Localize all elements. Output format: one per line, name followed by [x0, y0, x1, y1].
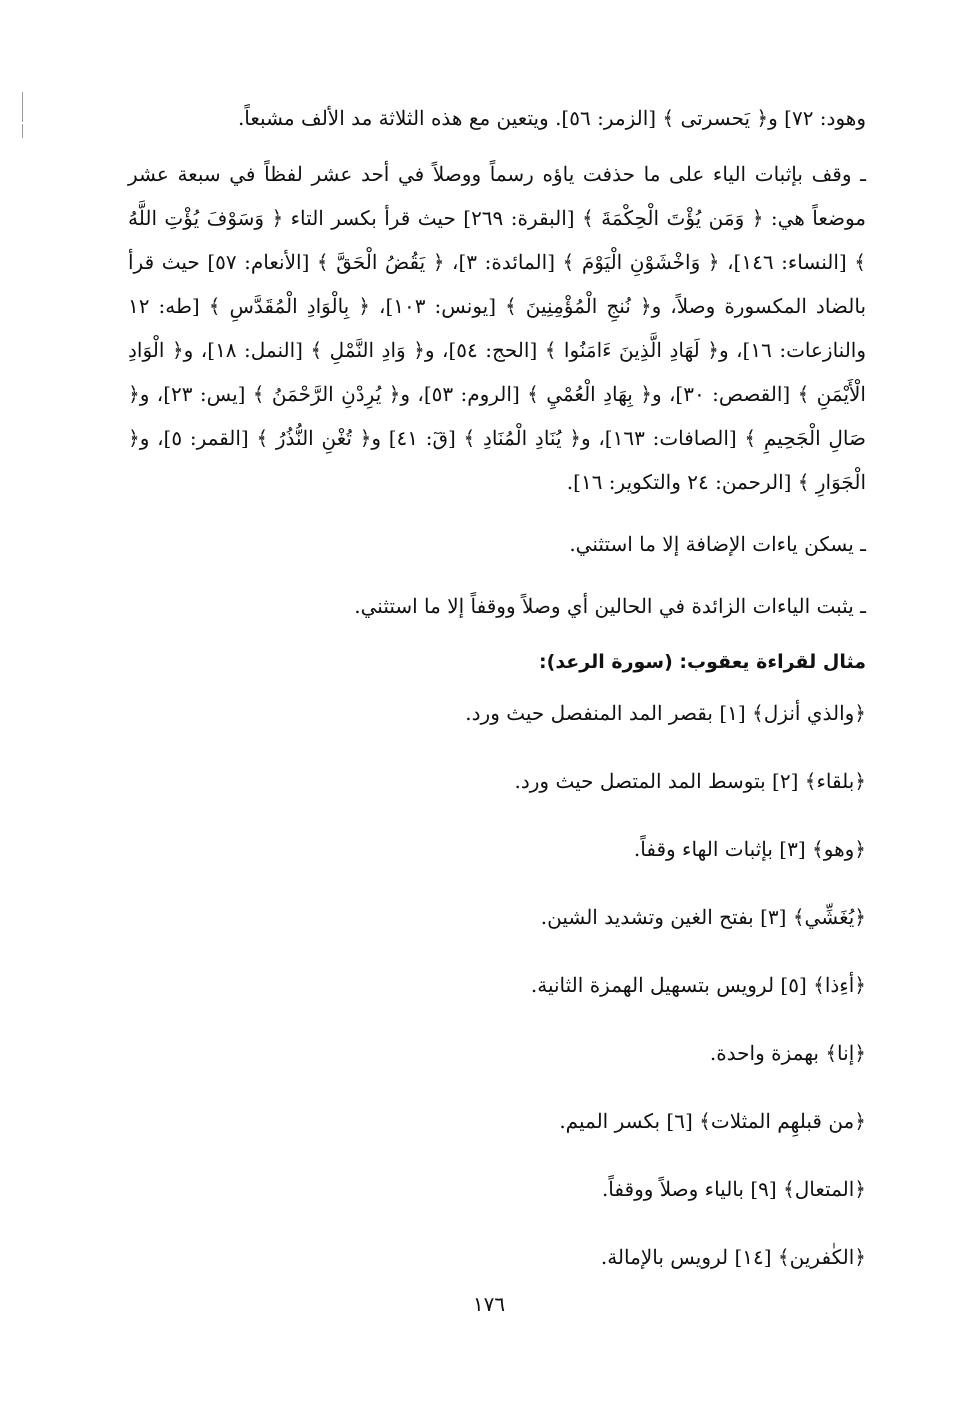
example-item: ﴿إنا﴾ بهمزة واحدة.	[709, 1041, 866, 1065]
page-number: ١٧٦	[472, 1292, 506, 1316]
spacer	[128, 566, 866, 584]
example-item: ﴿بلقاء﴾ [٢] بتوسط المد المتصل حيث ورد.	[514, 769, 866, 793]
example-heading: مثال لقراءة يعقوب: (سورة الرعد):	[539, 651, 866, 673]
spacer	[128, 140, 866, 152]
example-item: ﴿المتعال﴾ [٩] بالياء وصلاً ووقفاً.	[601, 1177, 866, 1201]
margin-rule-top	[22, 92, 23, 122]
page-content	[128, 96, 866, 1308]
example-list	[128, 696, 866, 1275]
spacer	[128, 684, 866, 696]
top-line: وهود: ٧٢] و﴿ يَحسرتى ﴾ [الزمر: ٥٦]. ويتعين مع هذه الثلاثة مد الألف مشبعاً.	[237, 106, 866, 130]
waqf-paragraph: ـ وقف بإثبات الياء على ما حذفت ياؤه رسماً ووصلاً في أحد عشر لفظاً في سبعة عشر موضعاً هي: ﴿ وَمَن يُؤْتَ الْحِكْمَةَ ﴾ [البقرة: ٢٦٩] حيث قرأ بكسر التاء ﴿ وَسَوْفَ يُؤْتِ اللَّهُ ﴾ [النساء: ١٤٦]، ﴿ وَاخْشَوْنِ الْيَوْمَ ﴾ [المائدة: ٣]، ﴿ يَقُضُ الْحَقَّ ﴾ [الأنعام: ٥٧] حيث قرأ بالضاد المكسورة وصلاً، و﴿ نُنجِ الْمُؤْمِنِينَ ﴾ [يونس: ١٠٣]، ﴿ بِالْوَادِ الْمُقَدَّسِ ﴾ [طه: ١٢ والنازعات: ١٦]، و﴿ لَهَادِ الَّذِينَ ءَامَنُوا ﴾ [الحج: ٥٤]، و﴿ وَادِ النَّمْلِ ﴾ [النمل: ١٨]، و﴿ الْوَادِ الْأَيْمَنِ ﴾ [القصص: ٣٠]، و﴿ بِهَادِ الْعُمْيِ ﴾ [الروم: ٥٣]، و﴿ يُرِدْنِ الرَّحْمَنُ ﴾ [يس: ٢٣]، و﴿ صَالِ الْجَحِيمِ ﴾ [الصافات: ١٦٣]، و﴿ يُنَادِ الْمُنَادِ ﴾ [قٓ: ٤١] و﴿ تُغْنِ النُّذُرُ ﴾ [القمر: ٥]، و﴿ الْجَوَارِ ﴾ [الرحمن: ٢٤ والتكوير: ١٦].	[128, 162, 867, 494]
spacer	[128, 504, 866, 522]
example-item: ﴿من قبلهِم المثلات﴾ [٦] بكسر الميم.	[559, 1109, 866, 1133]
example-item: ﴿أءِذا﴾ [٥] لرويس بتسهيل الهمزة الثانية.	[530, 973, 866, 997]
zaida-rule: ـ يثبت الياءات الزائدة في الحالين أي وصلاً ووقفاً إلا ما استثني.	[354, 594, 866, 618]
example-item: ﴿الكٰفرين﴾ [١٤] لرويس بالإمالة.	[600, 1245, 866, 1269]
example-item: ﴿يُغَشِّي﴾ [٣] بفتح الغين وتشديد الشين.	[540, 905, 866, 929]
idafa-rule: ـ يسكن ياءات الإضافة إلا ما استثني.	[569, 532, 866, 556]
margin-rule-bottom	[22, 124, 23, 138]
example-item: ﴿وهو﴾ [٣] بإثبات الهاء وقفاً.	[633, 837, 866, 861]
spacer	[128, 628, 866, 640]
example-item: ﴿والذي أنزل﴾ [١] بقصر المد المنفصل حيث ورد.	[465, 701, 866, 725]
